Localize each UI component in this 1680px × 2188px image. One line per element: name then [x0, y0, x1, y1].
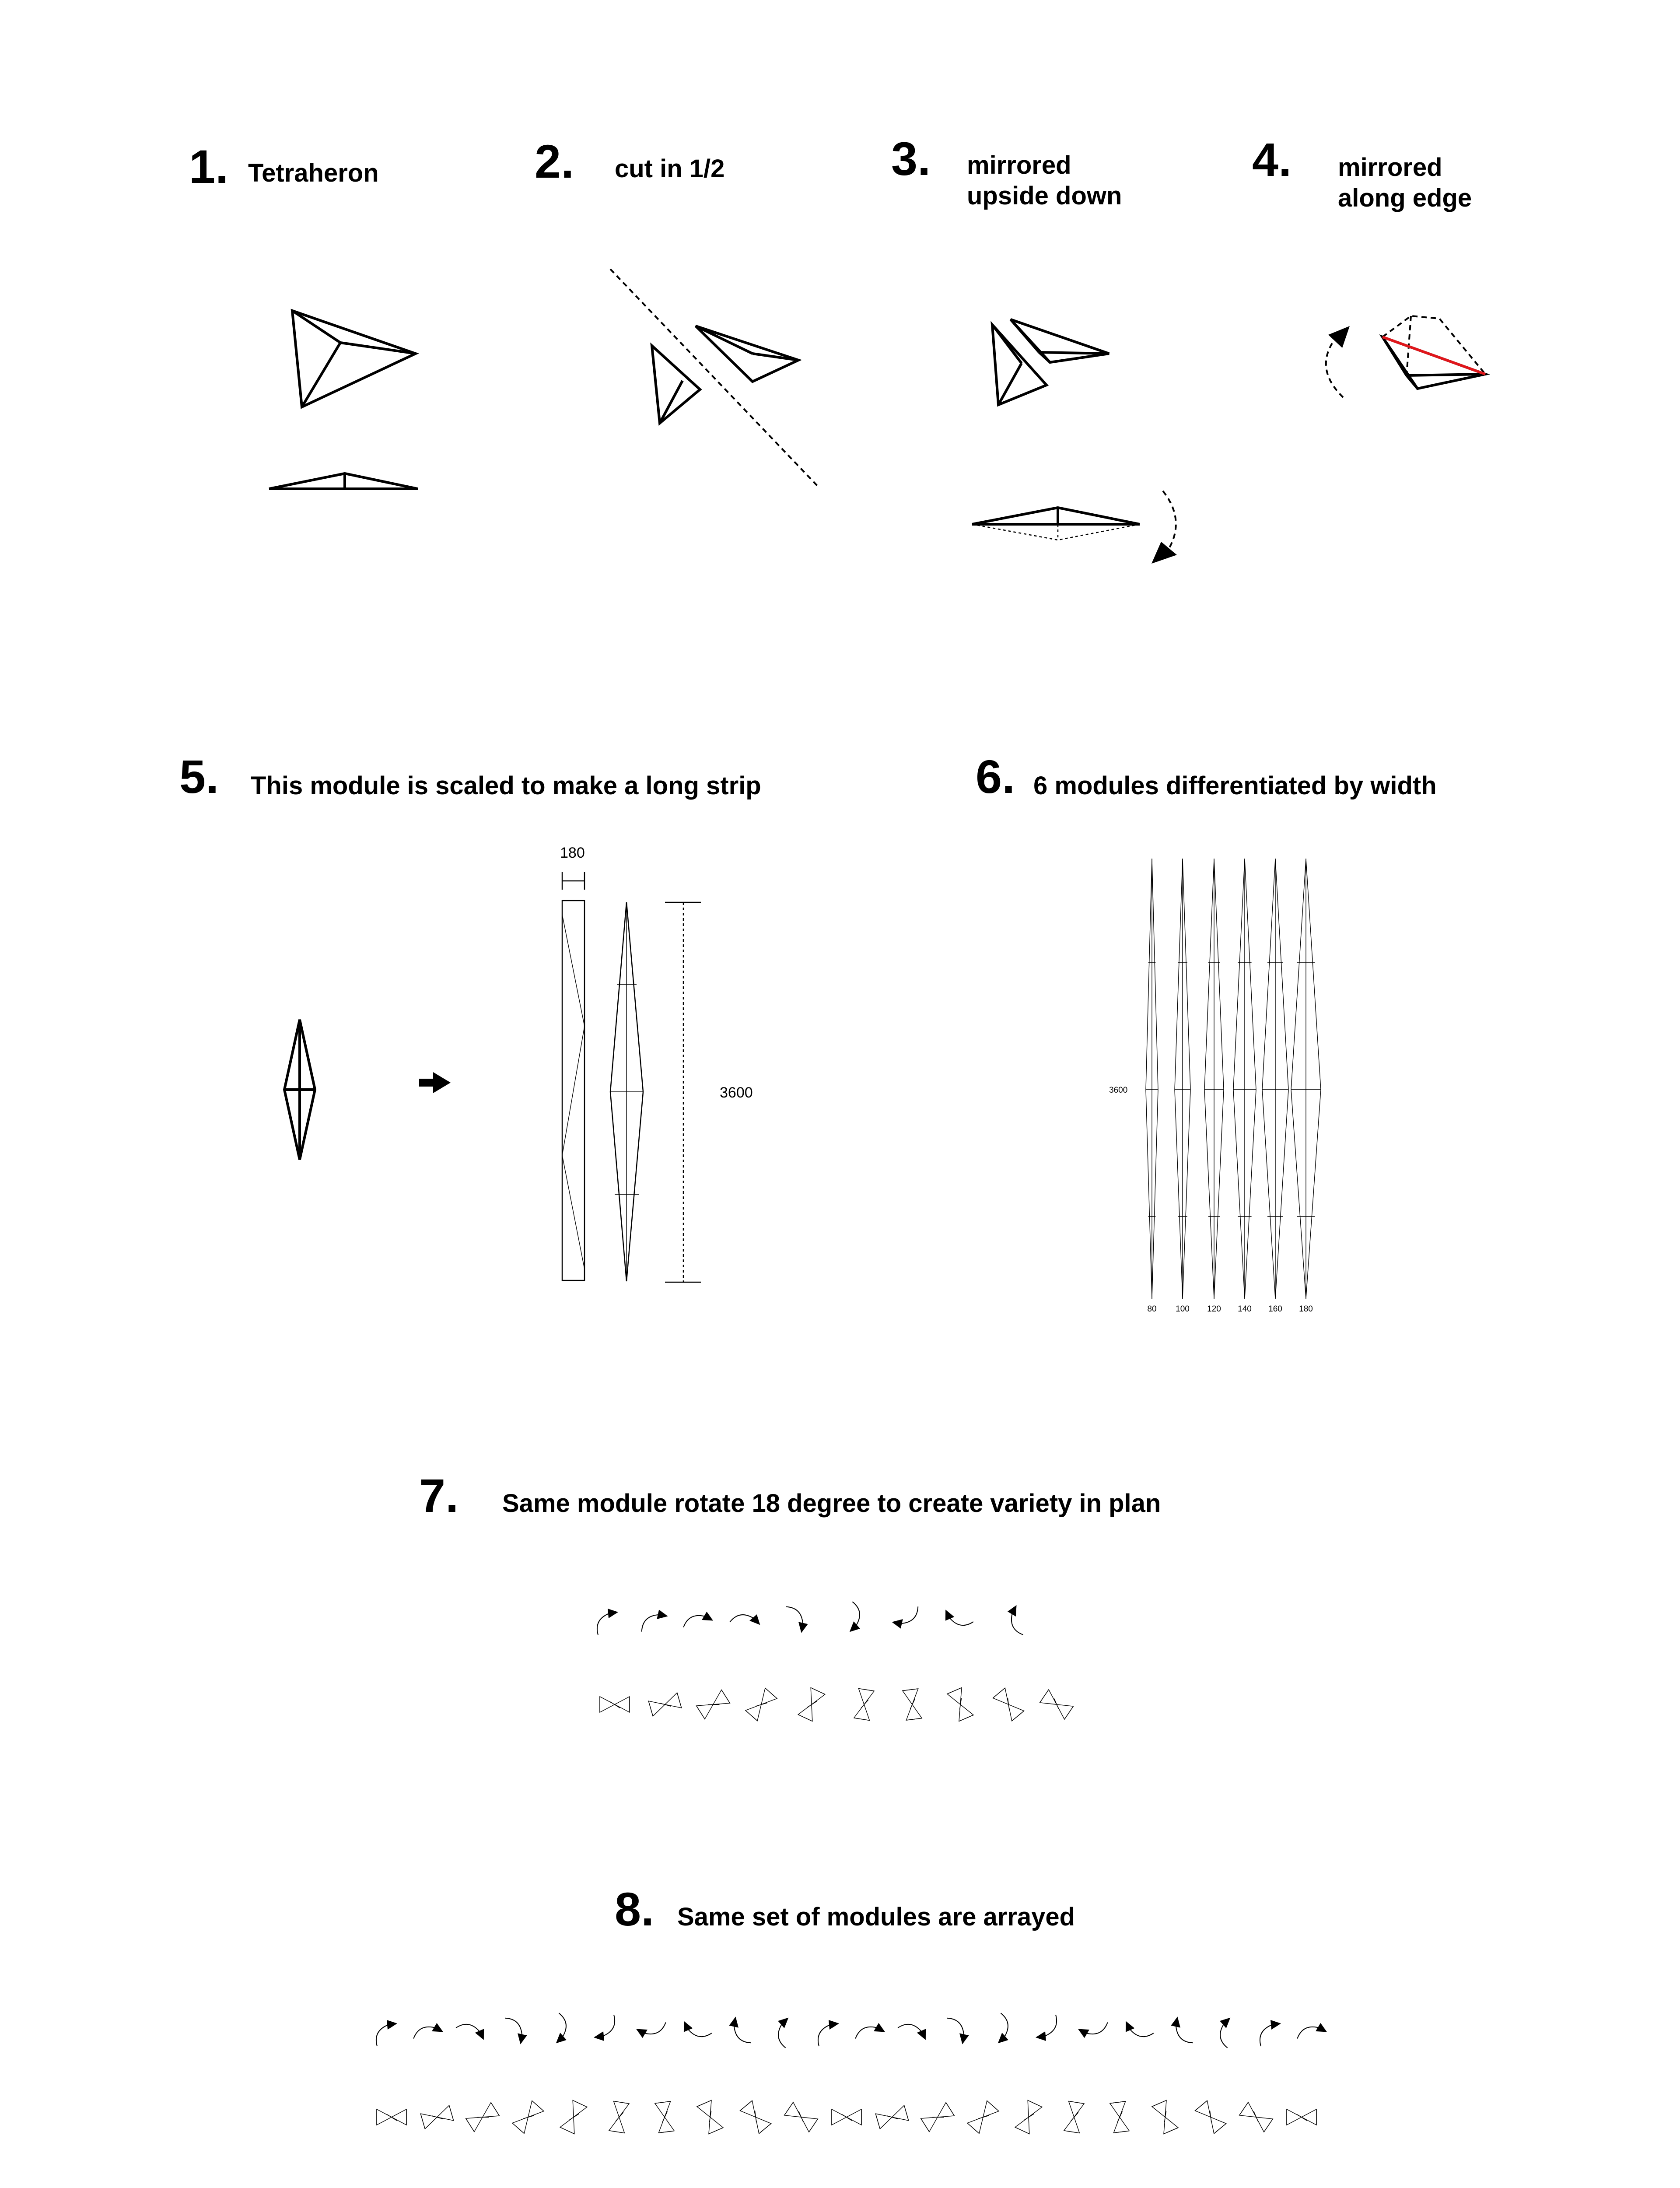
height-dim-label: 3600 [720, 1084, 753, 1101]
rotation-arrow-icon [984, 2013, 1017, 2046]
step-4-number: 4. [1252, 133, 1292, 186]
curved-dashed-arrow-icon [1152, 491, 1177, 564]
mirrored-elevation [972, 508, 1140, 540]
width-modules [1146, 859, 1321, 1299]
width-dim-marker [562, 872, 584, 890]
rotated-module-icon [903, 1689, 922, 1720]
width-dim-label: 180 [560, 845, 585, 861]
strip-module [1146, 859, 1158, 1299]
modules-height-label: 3600 [1109, 1086, 1128, 1095]
step-8 [376, 1883, 1329, 2134]
step-1-number: 1. [189, 140, 229, 193]
strip-module [1233, 859, 1256, 1299]
step-3-number: 3. [891, 132, 931, 185]
rotation-arrow-icon [594, 2015, 615, 2041]
width-label: 180 [1299, 1304, 1313, 1314]
rotation-arrow-icon [683, 1606, 715, 1639]
rotation-arrow-icon [1211, 2015, 1244, 2048]
step-3-title-line1: mirrored [967, 151, 1071, 179]
step-5-title: This module is scaled to make a long strip [251, 771, 761, 800]
step-7-title: Same module rotate 18 degree to create variety in plan [502, 1489, 1161, 1518]
step-8-title: Same set of modules are arrayed [677, 1903, 1075, 1931]
rotation-arrow-icon [641, 1606, 669, 1638]
step-6-number: 6. [976, 750, 1015, 803]
rotated-module-icon [993, 1688, 1024, 1721]
rotated-module-icon [1015, 2100, 1042, 2134]
rotation-arrow-icon [1168, 2016, 1199, 2044]
module-width-labels [1147, 1304, 1312, 1314]
rotated-modules [377, 2100, 1316, 2134]
rotation-arrow-icon [836, 1601, 868, 1635]
strip-module [1175, 859, 1190, 1299]
rotated-module-icon [609, 2101, 629, 2133]
strip-module [1291, 859, 1321, 1299]
rotation-arrow-icon [1123, 2014, 1154, 2042]
step-6-title: 6 modules differentiated by width [1033, 771, 1437, 800]
rotation-arrow-icon [681, 2014, 712, 2042]
rotated-module-icon [648, 1693, 681, 1716]
width-label: 80 [1147, 1304, 1157, 1314]
rotated-modules [600, 1688, 1073, 1722]
step-1 [189, 140, 418, 489]
tetrahedron-elevation [269, 473, 418, 489]
step-3 [891, 132, 1177, 564]
mirrored-plan [992, 319, 1109, 405]
rotated-module-icon [600, 1697, 630, 1712]
rotated-module-icon [466, 2103, 500, 2132]
rotated-module-icon [512, 2101, 544, 2134]
step-6 [976, 750, 1437, 1314]
step-2 [535, 135, 818, 487]
rotated-module-icon [1287, 2109, 1316, 2125]
rotated-module-icon [947, 1688, 973, 1722]
step-1-title: Tetraheron [248, 159, 379, 187]
rotation-arrow-icon [1076, 2010, 1108, 2044]
rotated-module-icon [1064, 2101, 1084, 2133]
rotation-arrow-icon [855, 2017, 887, 2051]
rotation-arrow-icon [898, 2019, 929, 2047]
rotated-module-icon [1152, 2100, 1178, 2134]
rotated-module-icon [697, 2100, 723, 2134]
rotation-arrow-icon [1260, 2020, 1281, 2046]
rotated-module-icon [875, 2105, 908, 2129]
rotation-arrow-icon [780, 1606, 811, 1634]
step-2-title: cut in 1/2 [615, 154, 725, 183]
rotation-arrows [597, 1600, 1035, 1639]
rotation-arrows [376, 2010, 1329, 2050]
module-elevation-small [284, 1020, 315, 1160]
step-2-number: 2. [535, 135, 574, 188]
curved-dashed-arrow-icon [1326, 326, 1350, 397]
rotated-module-icon [377, 2109, 406, 2125]
rotated-module-icon [967, 2101, 999, 2134]
step-8-number: 8. [615, 1883, 654, 1936]
height-dim-line [665, 902, 701, 1282]
rotated-module-icon [746, 1688, 777, 1721]
step-7-number: 7. [419, 1469, 459, 1522]
tetrahedron-plan [292, 311, 416, 407]
rotation-arrow-icon [1036, 2015, 1057, 2041]
half-left [652, 346, 700, 423]
rotation-arrow-icon [634, 2010, 666, 2044]
width-label: 120 [1207, 1304, 1221, 1314]
rotated-module-icon [1040, 1690, 1073, 1719]
rotation-arrow-icon [499, 2017, 530, 2045]
strip-flat [562, 901, 584, 1280]
step-4-title-line2: along edge [1338, 184, 1472, 212]
rotated-module-icon [740, 2100, 771, 2133]
strip-module [1262, 859, 1288, 1299]
width-label: 160 [1268, 1304, 1282, 1314]
rotated-module-icon [420, 2105, 453, 2129]
rotation-arrow-icon [726, 2016, 757, 2044]
edge-mirrored-module [1382, 316, 1485, 389]
strip-folded [610, 902, 643, 1281]
width-label: 100 [1176, 1304, 1190, 1314]
arrow-right-icon [419, 1072, 451, 1093]
step-4 [1252, 133, 1485, 397]
width-label: 140 [1238, 1304, 1252, 1314]
rotation-arrow-icon [941, 2017, 972, 2045]
step-4-title-line1: mirrored [1338, 153, 1442, 182]
step-3-title-line2: upside down [967, 182, 1122, 210]
rotated-module-icon [784, 2102, 818, 2132]
half-right [696, 326, 798, 382]
rotation-arrow-icon [542, 2013, 575, 2046]
rotation-arrow-icon [597, 1609, 618, 1635]
rotation-arrow-icon [1001, 1603, 1035, 1635]
rotated-module-icon [655, 2101, 674, 2133]
rotated-module-icon [854, 1689, 874, 1721]
rotated-module-icon [1239, 2102, 1273, 2132]
rotation-arrow-icon [891, 1600, 919, 1632]
rotated-module-icon [1110, 2101, 1129, 2133]
rotated-module-icon [921, 2103, 955, 2132]
rotation-arrow-icon [770, 2015, 802, 2048]
rotation-arrow-icon [456, 2019, 487, 2047]
rotated-module-icon [560, 2100, 587, 2134]
rotation-arrow-icon [818, 2020, 839, 2046]
rotation-arrow-icon [942, 1602, 974, 1630]
step-5 [179, 750, 761, 1282]
step-5-number: 5. [179, 750, 219, 803]
rotation-arrow-icon [376, 2020, 397, 2046]
rotation-arrow-icon [729, 1606, 763, 1638]
rotation-arrow-icon [413, 2017, 445, 2051]
cut-line [610, 269, 818, 487]
rotated-module-icon [1195, 2100, 1226, 2133]
rotation-arrow-icon [1297, 2017, 1329, 2051]
step-7 [419, 1469, 1161, 1721]
rotated-module-icon [798, 1688, 825, 1722]
rotated-module-icon [696, 1690, 730, 1719]
strip-module [1204, 859, 1224, 1299]
rotated-module-icon [832, 2109, 861, 2125]
